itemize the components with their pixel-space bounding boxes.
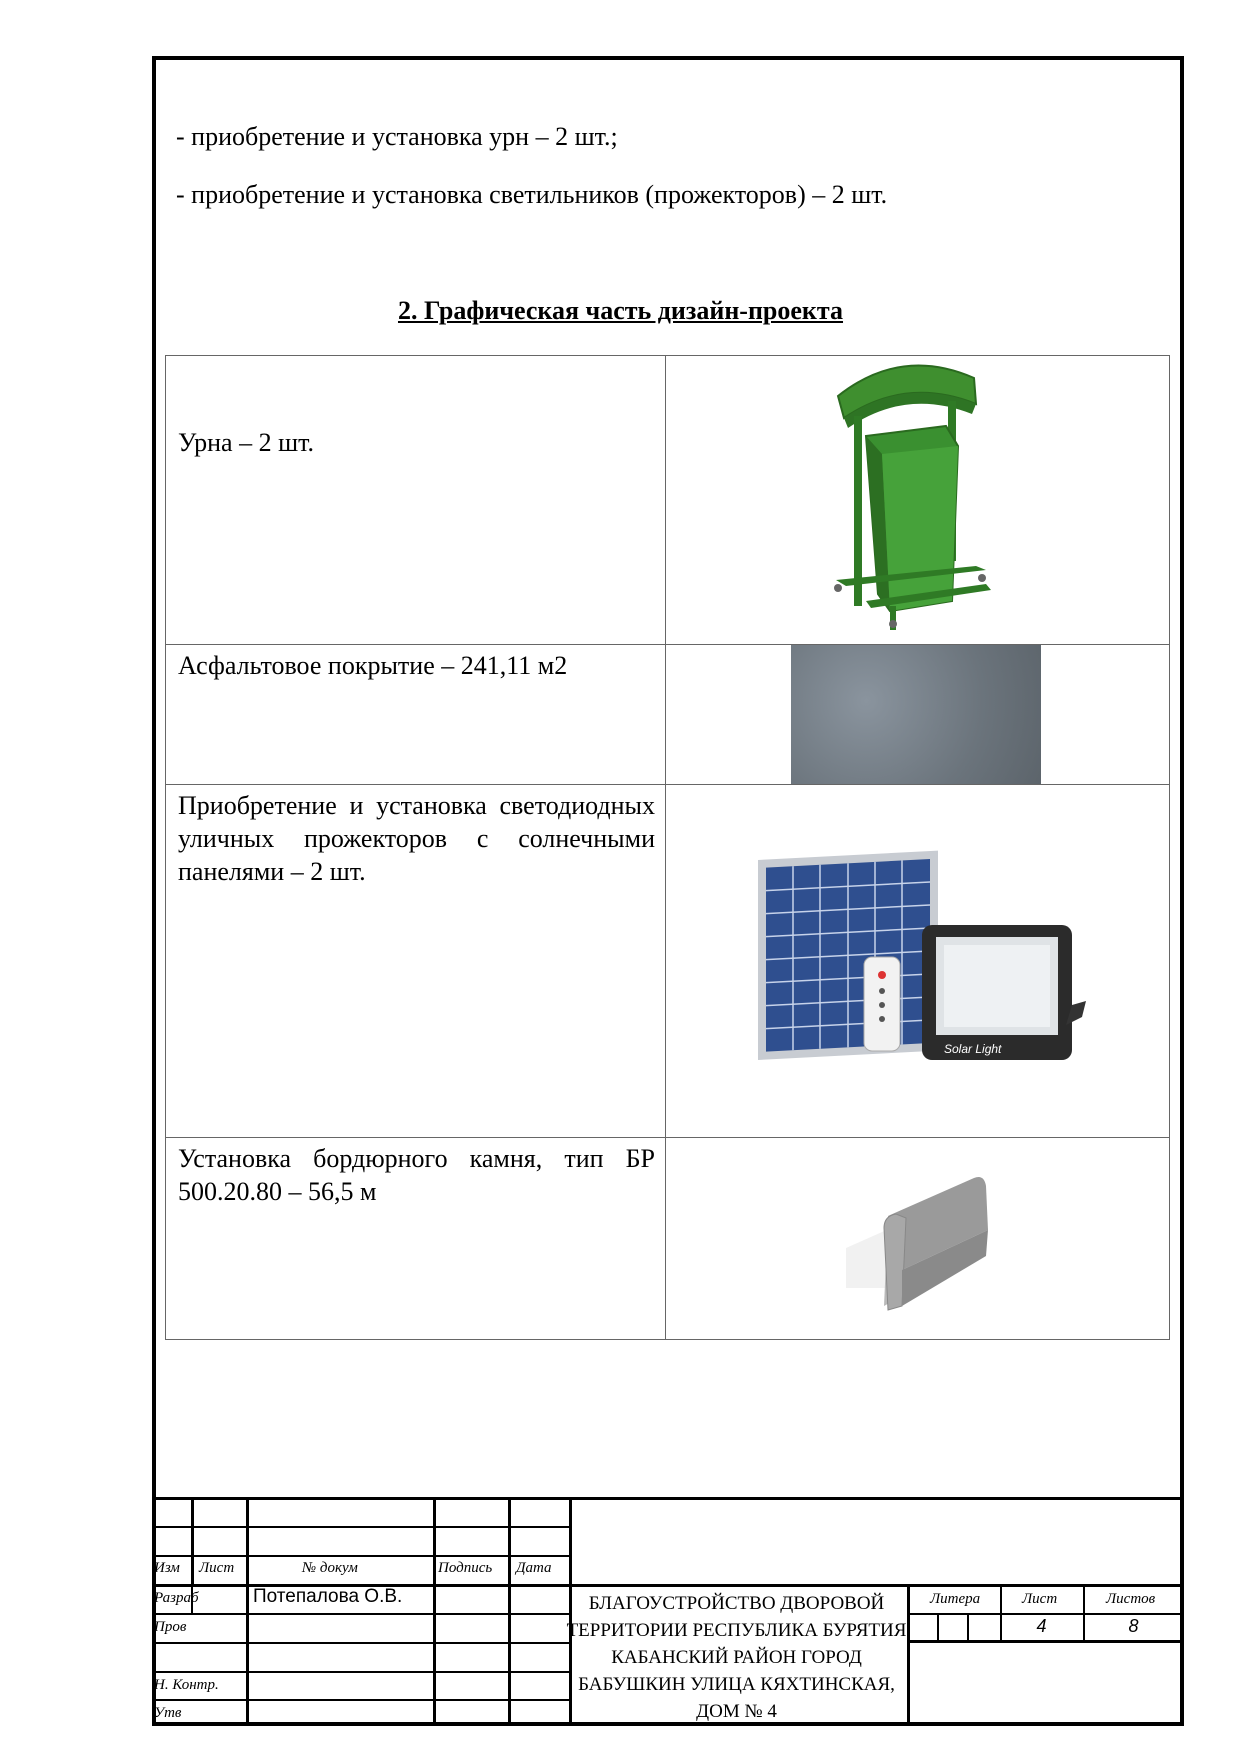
col-sign: Подпись [438, 1560, 493, 1576]
items-table [165, 355, 1170, 1340]
sheet-number: 4 [1036, 1616, 1047, 1636]
item-text: Асфальтовое покрытие – 241,11 м2 [178, 651, 568, 680]
solar-floodlight-image [666, 785, 1170, 1132]
table-row [166, 1138, 1170, 1340]
sheets-label: Листов [1106, 1591, 1156, 1607]
item-image-cell [666, 356, 1170, 645]
title-stamp [152, 1497, 1184, 1726]
role-razrab: Разраб [154, 1590, 199, 1606]
col-doc: № докум [302, 1560, 358, 1576]
col-izm: Изм [154, 1560, 180, 1576]
trash-bin-image [666, 356, 1170, 639]
col-list: Лист [199, 1560, 235, 1576]
item-cell [166, 645, 666, 785]
item-image-cell [666, 1138, 1170, 1340]
item-image-cell [666, 785, 1170, 1138]
item-text: Установка бордюрного камня, тип БР 500.20.80 – 56,5 м [178, 1144, 655, 1206]
item-cell [166, 1138, 666, 1340]
intro-line-2: - приобретение и установка светильников (прожекторов) – 2 шт. [176, 180, 888, 209]
item-text: Приобретение и установка светодиодных уличных прожекторов с солнечными панелями – 2 шт. [178, 791, 655, 886]
litera-label: Литера [930, 1591, 981, 1607]
curb-stone-image [666, 1138, 1170, 1334]
section-heading: 2. Графическая часть дизайн-проекта [397, 296, 844, 325]
table-row [166, 356, 1170, 645]
stamp-title: БЛАГОУСТРОЙСТВО ДВОРОВОЙ ТЕРРИТОРИИ РЕСПУБЛИКА БУРЯТИЯ КАБАНСКИЙ РАЙОН ГОРОД БАБУШКИН УЛИЦА КЯХТИНСКАЯ, ДОМ № 4 [566, 1593, 907, 1722]
col-date: Дата [516, 1560, 552, 1576]
item-text: Урна – 2 шт. [178, 428, 315, 457]
table-row [166, 645, 1170, 785]
role-nkontr: Н. Контр. [154, 1677, 219, 1693]
sheets-count: 8 [1128, 1616, 1139, 1636]
intro-line-1: - приобретение и установка урн – 2 шт.; [176, 122, 618, 151]
item-cell [166, 785, 666, 1138]
developer-name: Потепалова О.В. [253, 1586, 403, 1607]
floodlight-label: Solar Light [944, 1042, 1002, 1056]
table-row [166, 785, 1170, 1138]
role-prov: Пров [154, 1619, 187, 1635]
sheet-label: Лист [1022, 1591, 1058, 1607]
item-image-cell [666, 645, 1170, 785]
asphalt-image [791, 645, 1041, 785]
item-cell [166, 356, 666, 645]
role-utv: Утв [154, 1705, 182, 1721]
